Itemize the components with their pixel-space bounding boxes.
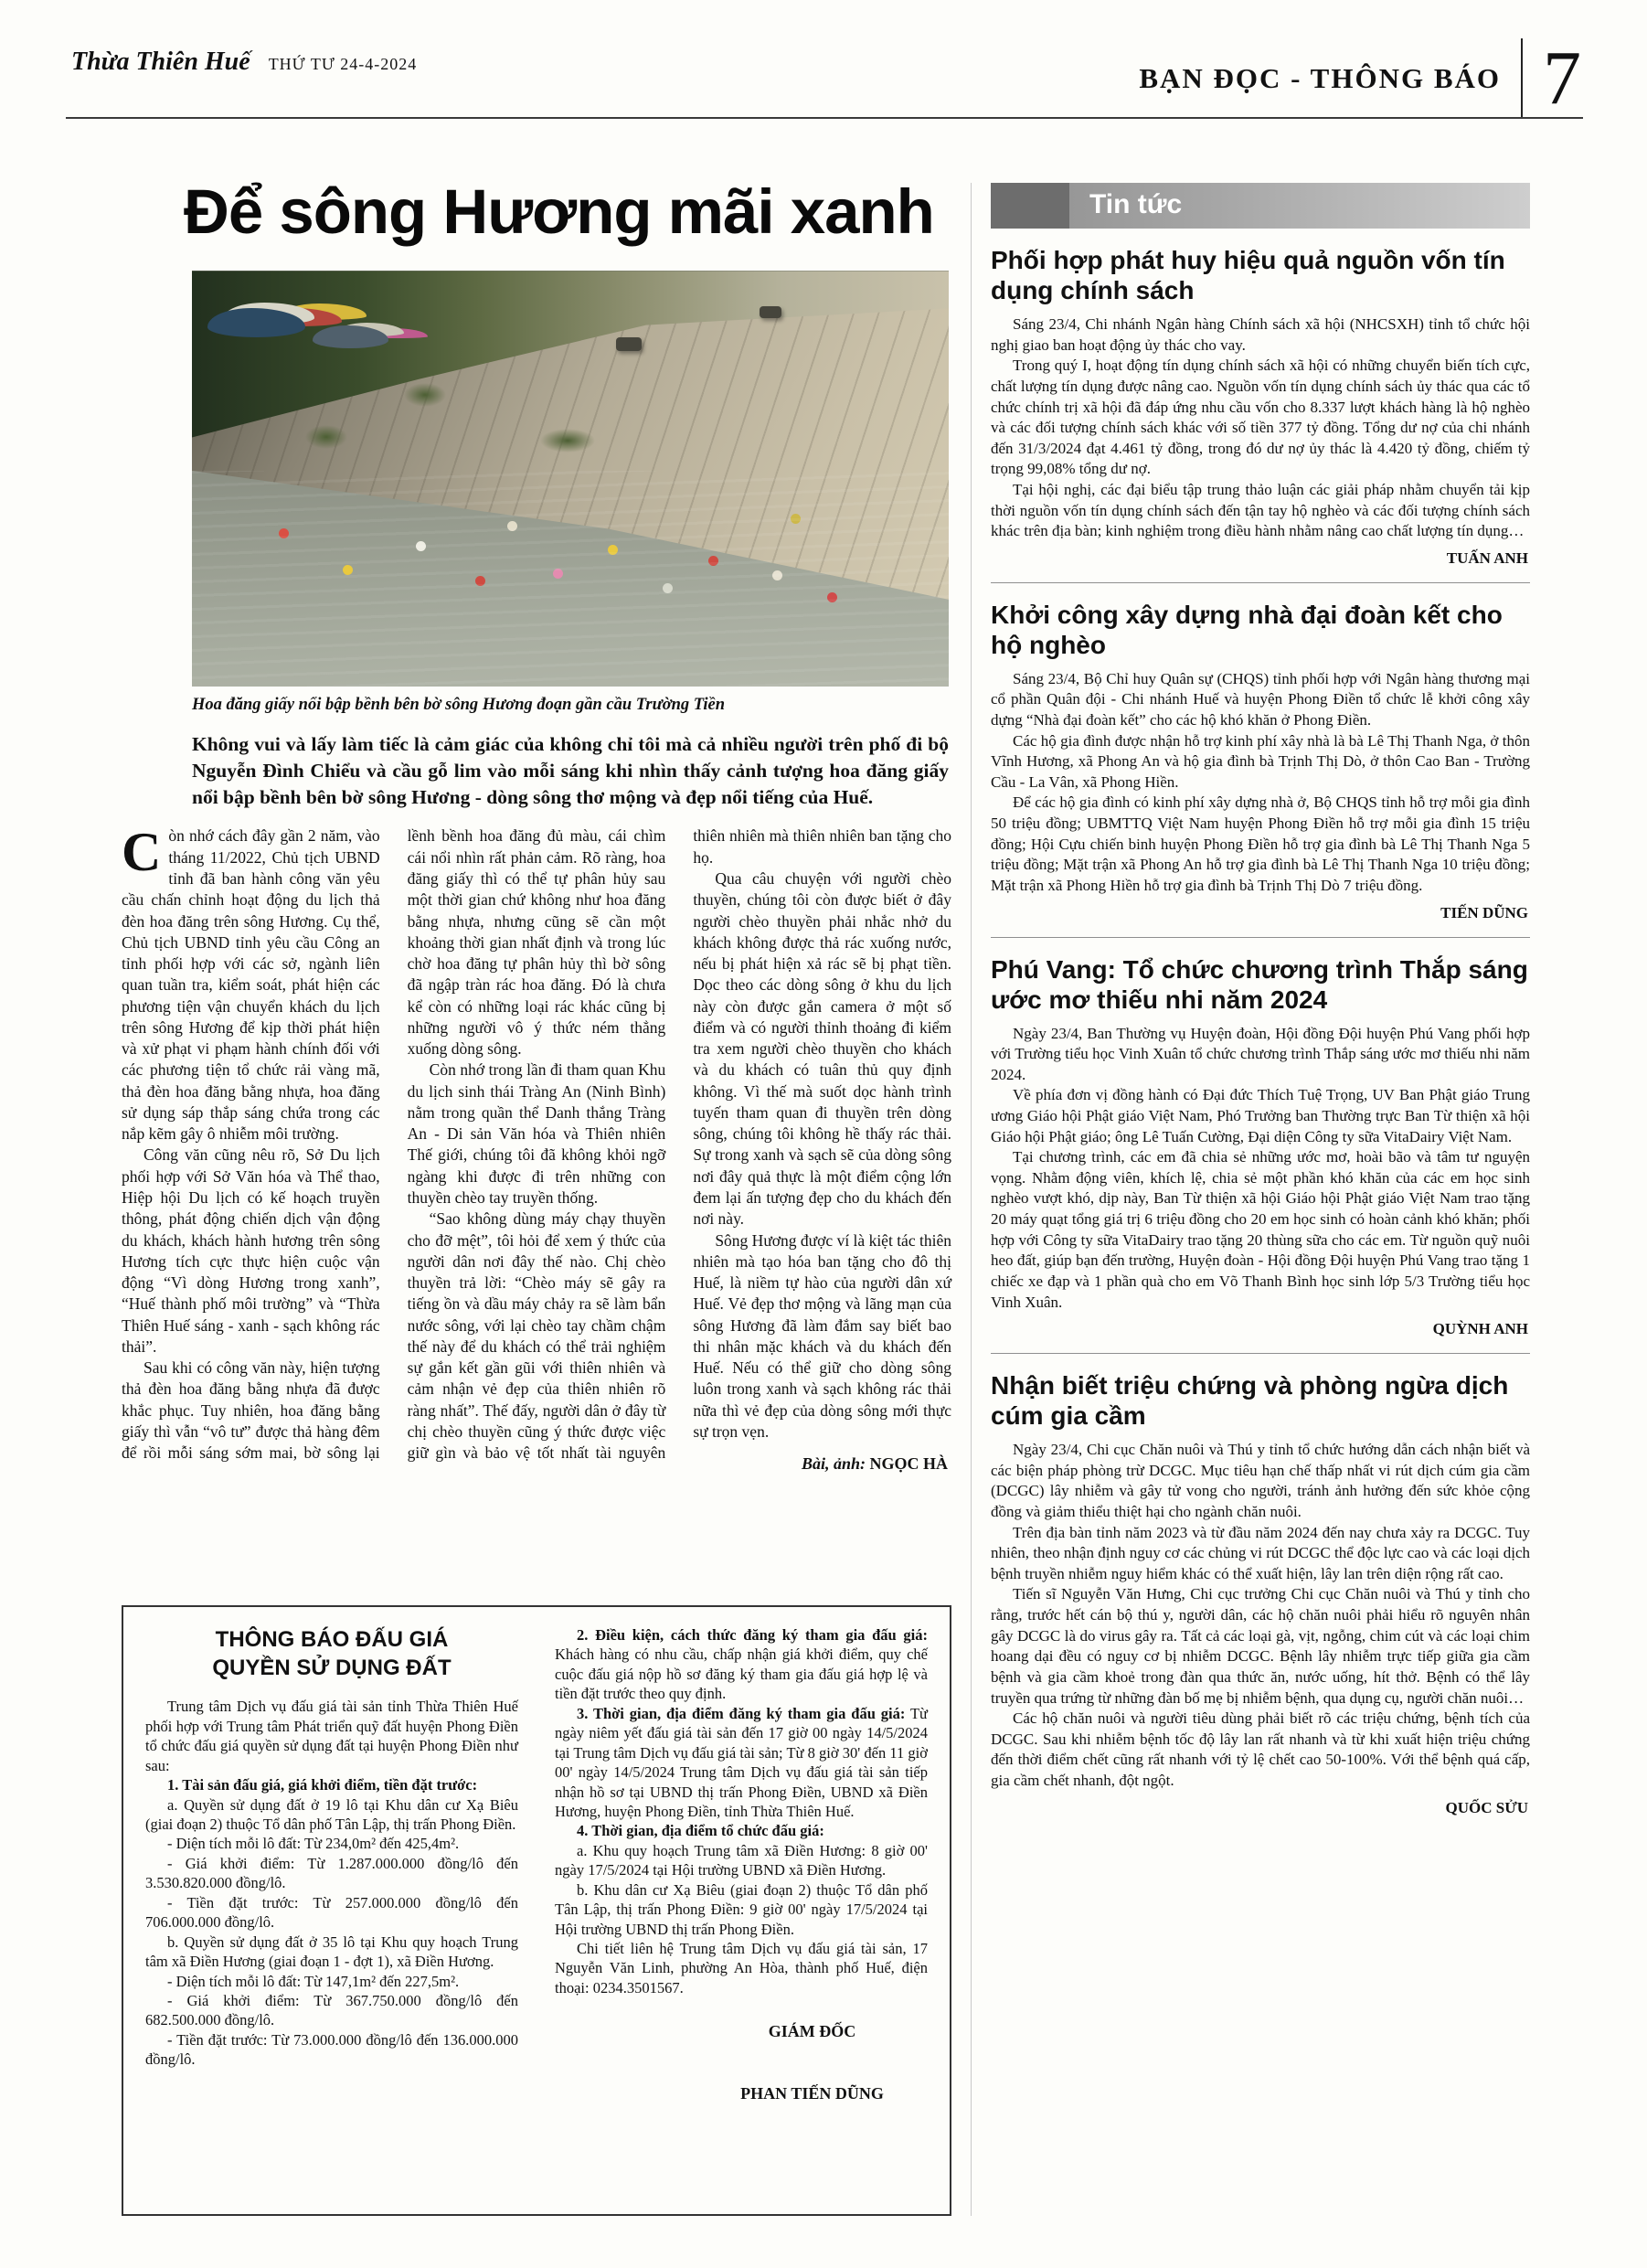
notice-paragraph: [145, 2030, 518, 2070]
grass-tuft: [404, 383, 446, 407]
drop-cap: C: [122, 822, 162, 883]
notice-paragraph: [555, 1841, 928, 1880]
notice-paragraph: [145, 1834, 518, 1853]
notice-text: - Tiền đặt trước: Từ 73.000.000 đồng/lô đến 136.000.000 đồng/lô.: [145, 2030, 518, 2069]
notice-text: - Diện tích mỗi lô đất: Từ 234,0m² đến 425,4m².: [167, 1835, 460, 1853]
notice-paragraph: [145, 1697, 518, 1775]
notice-text: b. Quyền sử dụng đất ở 35 lô tại Khu quy hoạch Trung tâm xã Điền Hương (giai đoạn 1 - đợt 1), xã Điền Hương.: [145, 1933, 518, 1971]
article-separator: [991, 937, 1530, 938]
article-byline: [693, 1453, 948, 1475]
notice-text: Từ ngày niêm yết đấu giá tài sản đến 17 giờ 00 ngày 14/5/2024 tại Trung tâm Dịch vụ đấu giá tài sản; Từ 8 giờ 30' đến 11 giờ 00' ngày 14/5/2024 Trung tâm Dịch vụ đấu giá tài sản tiếp nhận hồ sơ tại UBND thị trấn Phong Điền, UBND xã Điền Hương, huyện Phong Điền, tỉnh Thừa Thiên Huế.: [555, 1704, 928, 1820]
notice-bold-lead: 3. Thời gian, địa điểm đăng ký tham gia đấu giá:: [577, 1704, 906, 1722]
notice-paragraph: [555, 1625, 928, 1704]
main-article: [122, 176, 951, 1475]
article-paragraph: Công văn cũng nêu rõ, Sở Du lịch phối hợp với Sở Văn hóa và Thể thao, Hiệp hội Du lịch có kế hoạch truyền thông, phát động chiến dịch vận động du khách, khách hành hương trên sông Hương tích cực thực hiện cuộc vận động “Vì dòng Hương trong xanh”, “Huế thành phố môi trường” và “Thừa Thiên Huế sáng - xanh - sạch không rác thải”.: [122, 1145, 380, 1356]
notice-text: a. Khu quy hoạch Trung tâm xã Điền Hương: 8 giờ 00' ngày 17/5/2024 tại Hội trường UBND xã Điền Hương.: [555, 1841, 928, 1879]
news-paragraph: Sáng 23/4, Bộ Chỉ huy Quân sự (CHQS) tỉnh phối hợp với Ngân hàng thương mại cổ phần Quân đội - Chi nhánh Huế và huyện Phong Điền tổ chức lễ khởi công xây dựng “Nhà đại đoàn kết” cho các hộ khó khăn ở Phong Điền.: [991, 669, 1530, 729]
article-lede: Không vui và lấy làm tiếc là cảm giác của không chỉ tôi mà cả nhiều người trên phố đi bộ Nguyễn Đình Chiểu và cầu gỗ lim vào mỗi sáng khi nhìn thấy cảnh tượng hoa đăng giấy nổi bập bềnh bên bờ sông Hương - dòng sông thơ mộng và đẹp nổi tiếng của Huế.: [192, 733, 949, 809]
drain-pipe: [616, 337, 642, 351]
news-headline: Phú Vang: Tổ chức chương trình Thắp sáng ước mơ thiếu nhi năm 2024: [991, 954, 1528, 1014]
article-paragraph: Sau khi có công văn này, hiện tượng thả đèn hoa đăng bằng nhựa đã được khắc phục. Tuy nhiên, hoa đăng bằng giấy thì vẫn “vô tư” được thả hàng đêm để rồi mỗi sáng sớm mai, bờ sông lại lềnh bềnh hoa đăng đủ màu, cái chìm cái nổi nhìn rất phản cảm. Rõ ràng, hoa đăng giấy thì có thể tự phân hủy sau một thời gian chứ không như hoa đăng bằng nhựa, nhưng cũng sẽ cần một khoảng thời gian nhất định và trong lúc chờ hoa đăng tự phân hủy thì bờ sông đã ngập tràn rác hoa đăng. Đó là chưa kể còn có những loại rác khác cũng bị những người vô ý thức ném thẳng xuống dòng sông.: [122, 826, 666, 1463]
notice-paragraph: [145, 1972, 518, 1991]
news-paragraph: Để các hộ gia đình có kinh phí xây dựng nhà ở, Bộ CHQS tỉnh hỗ trợ mỗi gia đình 50 triệu đồng; UBMTTQ Việt Nam huyện Phong Điền hỗ trợ mỗi gia đình 15 triệu đồng; Hội Cựu chiến binh huyện Phong Điền hỗ trợ gia đình bà Lê Thị Thanh Nga 5 triệu đồng; Mặt trận xã Phong An hỗ trợ gia đình bà Lê Thị Thanh Nga 10 triệu đồng; Mặt trận xã Phong Hiền hỗ trợ gia đình bà Trịnh Thị Dò 7 triệu đồng.: [991, 793, 1530, 894]
water-reflection: [192, 471, 949, 687]
news-paragraph: Các hộ gia đình được nhận hỗ trợ kinh phí xây nhà là bà Lê Thị Thanh Nga, ở thôn Vĩnh Hương, xã Phong An và hộ gia đình bà Trịnh Thị Dò, ở thôn Cao Ban - Trường Cầu - La Vân, xã Phong Hiền.: [991, 731, 1530, 791]
issue-date: THỨ TƯ 24-4-2024: [268, 55, 418, 73]
notice-paragraph: [555, 1880, 928, 1939]
photo-caption: Hoa đăng giấy nổi bập bềnh bên bờ sông Hương đoạn gần cầu Trường Tiền: [192, 696, 726, 715]
notice-body: [145, 1625, 928, 2104]
news-article: [991, 245, 1530, 568]
notice-bold-lead: 1. Tài sản đấu giá, giá khởi điểm, tiền đặt trước:: [167, 1776, 478, 1794]
news-byline: TUẤN ANH: [1446, 548, 1528, 567]
notice-text: Khách hàng có nhu cầu, chấp nhận giá khởi điểm, quy chế cuộc đấu giá nộp hồ sơ đăng ký tham gia đấu giá hợp lệ và tiền đặt trước theo quy định.: [555, 1645, 928, 1703]
notice-title: [145, 1625, 518, 1682]
news-sidebar: [991, 183, 1530, 1817]
notice-text: - Giá khởi điểm: Từ 367.750.000 đồng/lô đến 682.500.000 đồng/lô.: [145, 1991, 518, 2029]
news-byline: QUỐC SỬU: [1445, 1798, 1528, 1816]
news-byline: QUỲNH ANH: [1432, 1320, 1528, 1338]
notice-paragraph: [145, 1795, 518, 1835]
notice-text: - Tiền đặt trước: Từ 257.000.000 đồng/lô đến 706.000.000 đồng/lô.: [145, 1893, 518, 1932]
grass-tuft: [305, 425, 347, 449]
byline-label: Bài, ảnh:: [801, 1454, 866, 1474]
news-headline: Nhận biết triệu chứng và phòng ngừa dịch cúm gia cầm: [991, 1371, 1509, 1431]
news-paragraph: Các hộ chăn nuôi và người tiêu dùng phải biết rõ các triệu chứng, bệnh tích của DCGC. Sau khi nhiễm bệnh tốc độ lây lan rất nhanh và từ khi xuất hiện triệu chứng đến thời điểm chết cũng rất nhanh với tỷ lệ chết cao 50-100%. Với thể bệnh quá cấp, gia cầm chết nhanh, đột ngột.: [991, 1709, 1530, 1789]
news-paragraph: Ngày 23/4, Ban Thường vụ Huyện đoàn, Hội đồng Đội huyện Phú Vang phối hợp với Trường tiểu học Vinh Xuân tổ chức chương trình Thắp sáng ước mơ thiếu nhi năm 2024.: [991, 1024, 1530, 1083]
news-header-label: Tin tức: [1089, 189, 1183, 219]
article-paragraph: Còn nhớ trong lần đi tham quan Khu du lịch sinh thái Tràng An (Ninh Bình) nằm trong quần thể Danh thắng Tràng An - Di sản Văn hóa và Thiên nhiên Thế giới, chúng tôi đã không khỏi ngỡ ngàng khi được đi trên những con thuyền chèo tay truyền thống.: [407, 1060, 666, 1207]
notice-paragraph: [145, 1775, 518, 1794]
news-headline: Phối hợp phát huy hiệu quả nguồn vốn tín dụng chính sách: [991, 246, 1505, 305]
paragraph-text: òn nhớ cách đây gần 2 năm, vào tháng 11/2022, Chủ tịch UBND tỉnh đã ban hành công văn yêu cầu chấn chỉnh hoạt động du lịch thả đèn hoa đăng trên sông Hương. Cụ thể, Chủ tịch UBND tỉnh yêu cầu Công an tỉnh phối hợp với các sở, ngành liên quan tuần tra, kiểm soát, phát hiện các phương tiện vận chuyển khách du lịch trên sông Hương để kịp thời phát hiện và xử phạt vi phạm hành chính đối với các phương tiện tổ chức rải vàng mã, thả đèn hoa đăng bằng nhựa, hoa đăng sử dụng sáp thắp sáng chứa trong các nắp kẽm gây ô nhiễm môi trường.: [122, 826, 380, 1144]
article-paragraph: [122, 822, 380, 1145]
article-title: Để sông Hương mãi xanh: [184, 176, 934, 247]
header-left: [71, 48, 417, 77]
notice-bold-lead: 2. Điều kiện, cách thức đăng ký tham gia đấu giá:: [577, 1626, 928, 1644]
notice-paragraph: [145, 1933, 518, 1972]
column-divider: [971, 183, 972, 2216]
news-headline: Khởi công xây dựng nhà đại đoàn kết cho hộ nghèo: [991, 600, 1503, 659]
notice-text: - Giá khởi điểm: Từ 1.287.000.000 đồng/lô đến 3.530.820.000 đồng/lô.: [145, 1854, 518, 1892]
notice-paragraph: [555, 1704, 928, 1822]
news-byline: TIẾN DŨNG: [1440, 903, 1528, 921]
drain-pipe: [760, 306, 781, 318]
news-paragraph: Ngày 23/4, Chi cục Chăn nuôi và Thú y tỉnh tổ chức hướng dẫn cách nhận biết và các biện pháp phòng trừ DCGC. Mục tiêu hạn chế thấp nhất vi rút dịch cúm gia cầm (DCGC) lây nhiễm và gây tử vong cho người, tránh ảnh hưởng đến sức khỏe cộng đồng và giảm thiểu thiệt hại cho ngành chăn nuôi.: [991, 1441, 1530, 1521]
news-paragraph: Tại chương trình, các em đã chia sẻ những ước mơ, hoài bão và tâm tư nguyện vọng. Nhằm động viên, khích lệ, chia sẻ một phần khó khăn của các em học sinh nghèo vượt khó, dịp này, Ban Từ thiện xã hội Giáo hội Phật giáo Việt Nam trao tặng 20 máy quạt tổng giá trị 6 triệu đồng cho 20 em học sinh có hoàn cảnh khó khăn; phối hợp với Công ty sữa VitaDairy trao tặng 20 thùng sữa cho các em. Từ nguồn quỹ nuôi heo đất, giúp bạn đến trường, Huyện đoàn - Hội đồng Đội huyện Phú Vang trao tặng 1 chiếc xe đạp và 1 phần quà cho em Võ Thanh Bình học sinh lớp 5/3 Trường tiểu học Vinh Xuân.: [991, 1148, 1530, 1311]
masthead-logo: Thừa Thiên Huế: [71, 48, 250, 76]
notice-title-line1: THÔNG BÁO ĐẤU GIÁ: [215, 1627, 449, 1652]
news-header-block: [991, 183, 1069, 229]
notice-title-line2: QUYỀN SỬ DỤNG ĐẤT: [212, 1656, 452, 1681]
page-number-divider: [1521, 38, 1523, 119]
news-header-bar: [991, 183, 1530, 229]
news-paragraph: Tiến sĩ Nguyễn Văn Hưng, Chi cục trưởng Chi cục Chăn nuôi và Thú y tỉnh cho rằng, trước hết cán bộ thú y, người dân, các hộ chăn nuôi phải hiểu rõ nguyên nhân gây DCGC là do virus gây ra. Tất cả các loại gà, vịt, ngỗng, chim cút và các loại chim hoang dại đều có nguy cơ bị nhiễm DCGC. Bệnh lây nhiễm trực tiếp giữa gia cầm bệnh và gia cầm khoẻ trong đàn qua thức ăn, nước uống, hít thở. Bệnh có thể lây truyền qua trứng từ những đàn bố mẹ bị nhiễm bệnh, qua dụng cụ, người chăn nuôi…: [991, 1585, 1530, 1707]
article-separator: [991, 582, 1530, 583]
section-title: BẠN ĐỌC - THÔNG BÁO: [1139, 62, 1501, 94]
page-number: 7: [1543, 36, 1581, 121]
notice-paragraph: [145, 1991, 518, 2030]
news-paragraph: Trong quý I, hoạt động tín dụng chính sách xã hội có những chuyển biến tích cực, chất lượng tín dụng được nâng cao. Nguồn vốn tín dụng chính sách ủy thác qua các tổ chức chính trị xã hội đã đáp ứng nhu cầu vốn cho 8.337 lượt khách hàng là hộ nghèo và các đối tượng chính sách khác với số tiền 377 tỷ đồng. Tổng dư nợ của chi nhánh đến 31/3/2024 đạt 4.461 tỷ đồng, trong đó dư nợ ủy thác là 4.420 tỷ đồng, chiếm tỷ trọng 99,08% tổng dư nợ.: [991, 357, 1530, 478]
notice-paragraph: [555, 1939, 928, 1997]
notice-paragraph: [145, 1893, 518, 1933]
notice-paragraph: [555, 1821, 928, 1840]
notice-bold-lead: 4. Thời gian, địa điểm tổ chức đấu giá:: [577, 1822, 824, 1840]
news-paragraph: Trên địa bàn tỉnh năm 2023 và từ đầu năm 2024 đến nay chưa xảy ra DCGC. Tuy nhiên, theo nhận định nguy cơ các chủng vi rút DCGC thể độc lực cao và các loại dịch bệnh truyền nhiễm nguy hiểm khác có thể xuất hiện, lây lan trên diện rộng rất cao.: [991, 1523, 1530, 1582]
signature-name: PHAN TIẾN DŨNG: [740, 2083, 884, 2103]
notice-signature: [696, 2021, 928, 2104]
article-paragraph: Qua câu chuyện với người chèo thuyền, chúng tôi còn được biết ở đây người chèo thuyền phải nhắc nhở du khách không được thả rác xuống nước, nếu bị phát hiện xả rác sẽ bị phạt tiền. Dọc theo các dòng sông ở khu du lịch này còn được gắn camera ở một số điểm và có người thỉnh thoảng đi kiểm tra xem người chèo thuyền cho khách và du khách có tuân thủ quy định không. Vì thế mà suốt dọc hành trình tuyến tham quan đi thuyền trên dòng sông, chúng tôi không hề thấy rác thải. Sự trong xanh và sạch sẽ của dòng sông nơi đây quả thực là một điểm cộng lớn đem lại ấn tượng đẹp cho du khách đến nơi này.: [693, 869, 951, 1229]
news-paragraph: Sáng 23/4, Chi nhánh Ngân hàng Chính sách xã hội (NHCSXH) tỉnh tổ chức hội nghị giao ban hoạt động ủy thác cho vay.: [991, 315, 1530, 354]
notice-text: Trung tâm Dịch vụ đấu giá tài sản tỉnh Thừa Thiên Huế phối hợp với Trung tâm Phát triển quỹ đất huyện Phong Điền tổ chức đấu giá quyền sử dụng đất tại huyện Phong Điền như sau:: [145, 1698, 518, 1774]
news-article: [991, 600, 1530, 922]
news-paragraph: Tại hội nghị, các đại biểu tập trung thảo luận các giải pháp nhằm chuyển tải kịp thời nguồn vốn tín dụng chính sách đến tận tay hộ nghèo và các đối tượng chính sách khác trên địa bàn; kinh nghiệm trong điều hành nhằm nâng cao chất lượng tín dụng…: [991, 480, 1530, 540]
notice-text: - Diện tích mỗi lô đất: Từ 147,1m² đến 227,5m².: [167, 1972, 460, 1990]
article-paragraph: “Sao không dùng máy chạy thuyền cho đỡ mệt”, tôi hỏi để xem ý thức của người dân nơi đây thế nào. Chị chèo thuyền trả lời: “Chèo máy sẽ gây ra tiếng ồn và dầu máy chảy ra sẽ làm bẩn nước sông, với lại chèo tay chầm chậm thế này để du khách có thể trải nghiệm sự gắn kết gần gũi với thiên nhiên và cảm nhận vẻ đẹp của thiên nhiên rõ ràng nhất”. Thế đấy, người dân ở đây từ chị chèo thuyền cũng ý thức được việc giữ gìn và bảo vệ tốt nhất tài nguyên thiên nhiên mà thiên nhiên ban tặng cho họ.: [407, 826, 951, 1463]
article-separator: [991, 1353, 1530, 1354]
notice-text: Chi tiết liên hệ Trung tâm Dịch vụ đấu giá tài sản, 17 Nguyễn Văn Linh, phường An Hòa, thành phố Huế, điện thoại: 0234.3501567.: [555, 1940, 928, 1996]
article-paragraph: Sông Hương được ví là kiệt tác thiên nhiên mà tạo hóa ban tặng cho đô thị Huế, là niềm tự hào của người dân xứ Huế. Vẻ đẹp thơ mộng và lãng mạn của sông Hương đã làm đắm say biết bao thi nhân mặc khách và du khách đến Huế. Nếu có thể giữ cho dòng sông luôn trong xanh và sạch không rác thải nữa thì vẻ đẹp của dòng sông mới thực sự trọn vẹn.: [693, 1230, 951, 1441]
article-body: [122, 822, 951, 1475]
header-right: [1139, 35, 1581, 122]
news-article: [991, 954, 1530, 1339]
signature-role: GIÁM ĐỐC: [768, 2022, 856, 2041]
byline-name: NGỌC HÀ: [869, 1454, 948, 1474]
header-rule: [66, 117, 1583, 119]
notice-text: a. Quyền sử dụng đất ở 19 lô tại Khu dân cư Xạ Biêu (giai đoạn 2) thuộc Tổ dân phố Tân Lập, thị trấn Phong Điền.: [145, 1795, 518, 1833]
article-photo: [192, 271, 949, 687]
news-paragraph: Về phía đơn vị đồng hành có Đại đức Thích Tuệ Trọng, UV Ban Phật giáo Trung ương Giáo hội Phật giáo Việt Nam, Phó Trưởng ban Thường trực Ban Từ thiện xã hội Giáo hội Phật giáo; ông Lê Tuấn Cường, Đại diện Công ty sữa VitaDairy Việt Nam.: [991, 1086, 1530, 1145]
notice-paragraph: [145, 1854, 518, 1893]
notice-text: b. Khu dân cư Xạ Biêu (giai đoạn 2) thuộc Tổ dân phố Tân Lập, thị trấn Phong Điền: 9 giờ 00' ngày 17/5/2024 tại Hội trường UBND thị trấn Phong Điền.: [555, 1880, 928, 1938]
news-article: [991, 1370, 1530, 1816]
auction-notice: [122, 1605, 951, 2216]
